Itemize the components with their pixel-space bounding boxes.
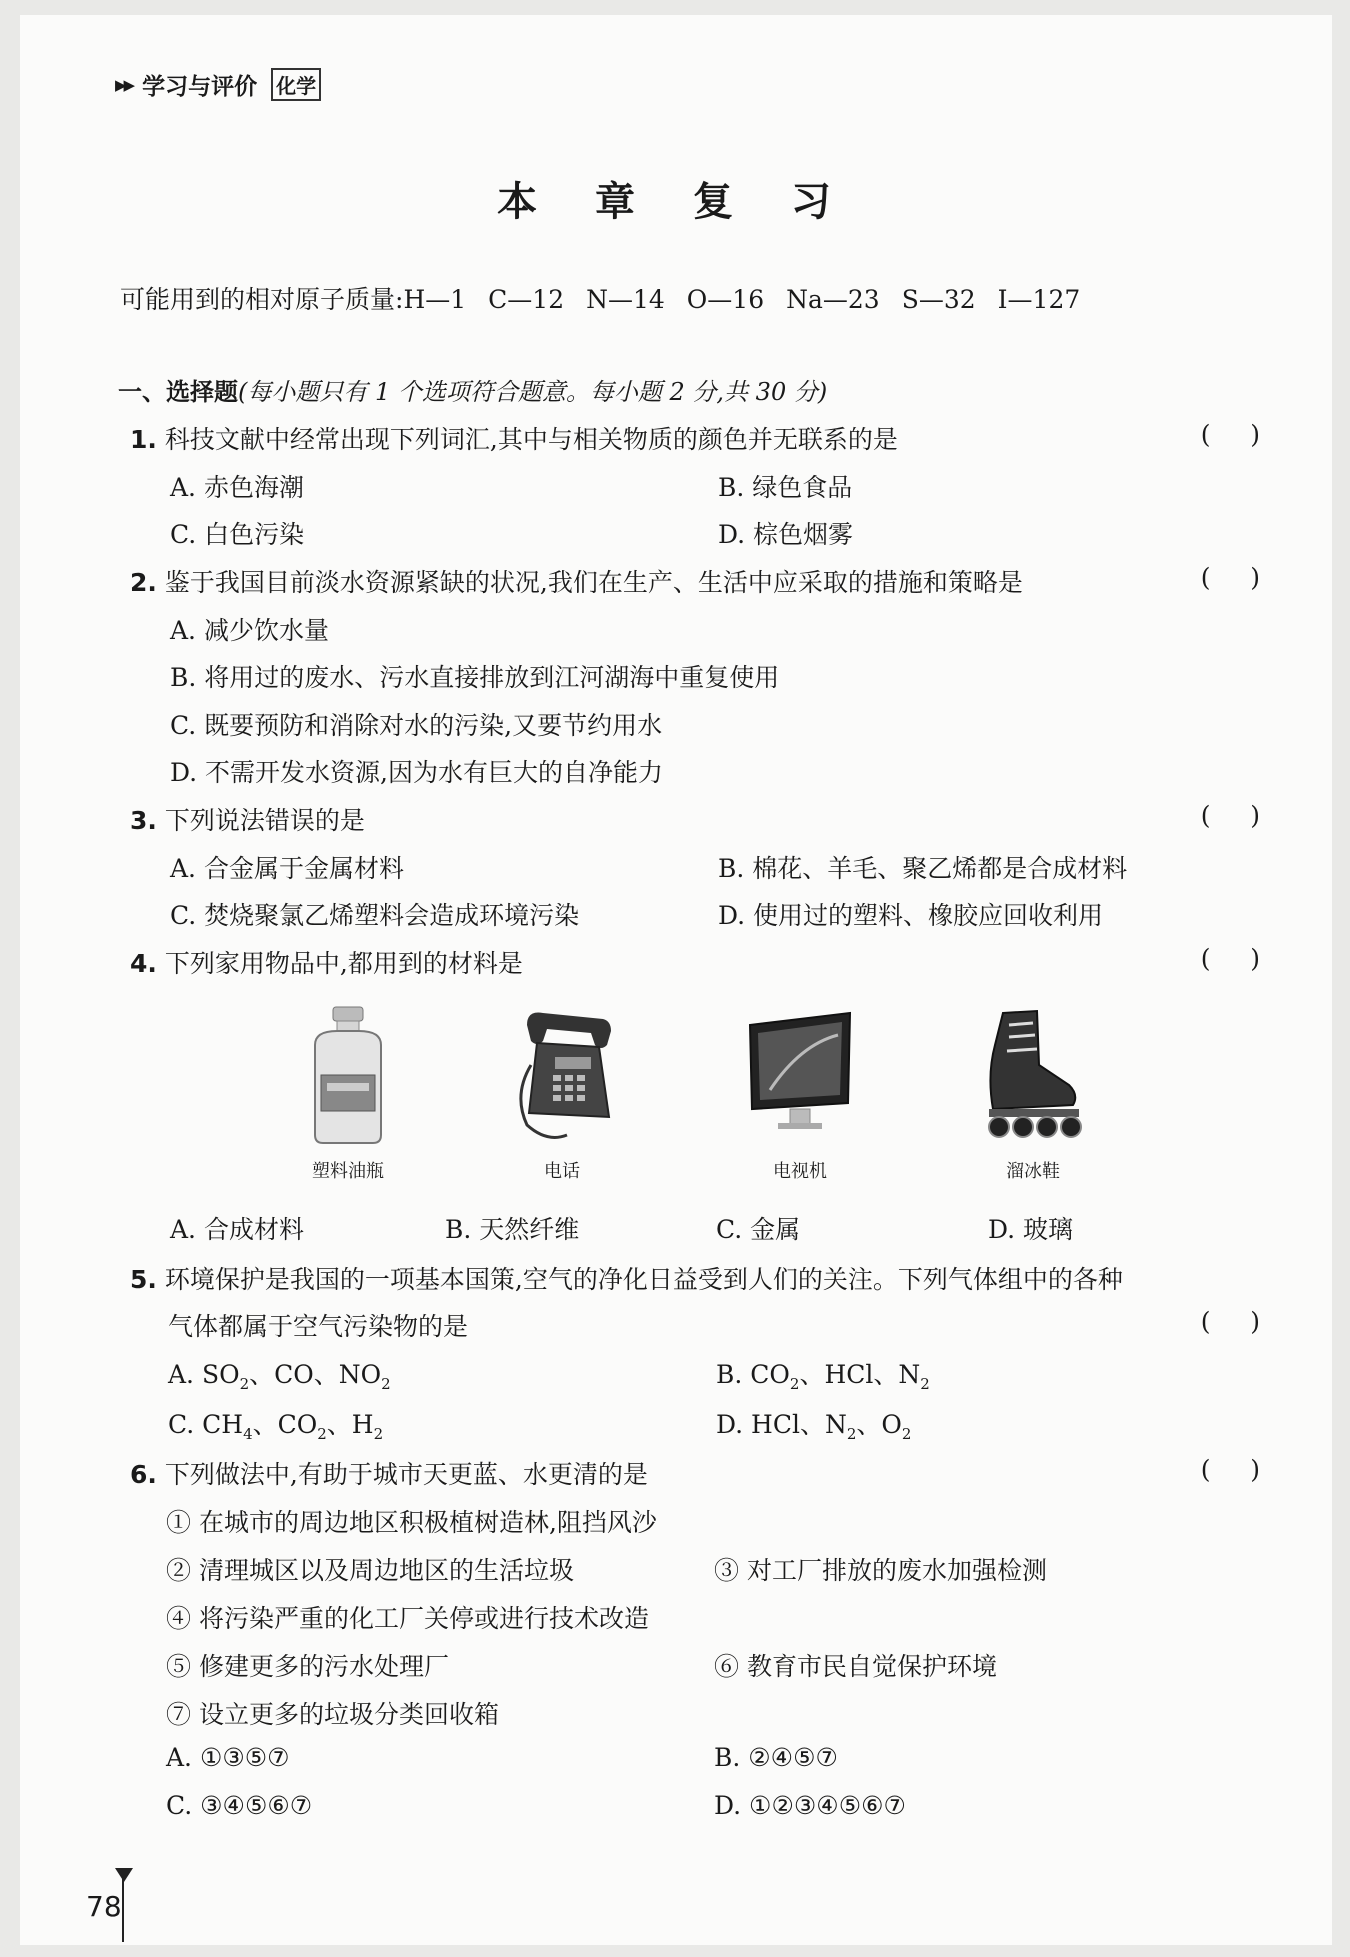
atomic-masses-label: 可能用到的相对原子质量: xyxy=(120,285,404,314)
question-stem: 下列做法中,有助于城市天更蓝、水更清的是 xyxy=(164,1460,648,1489)
option-d[interactable]: D. 玻璃 xyxy=(988,1215,1074,1244)
measure-5: ⑤ 修建更多的污水处理厂 xyxy=(166,1652,449,1681)
question-stem: 下列家用物品中,都用到的材料是 xyxy=(164,949,523,978)
page-number: 78 xyxy=(86,1890,122,1923)
question-5-continued: 气体都属于空气污染物的是 xyxy=(168,1312,469,1341)
answer-blank[interactable] xyxy=(1201,944,1260,973)
oil-bottle-icon xyxy=(303,1005,393,1145)
double-arrow-icon: ▶▶ xyxy=(115,75,133,94)
measure-3: ③ 对工厂排放的废水加强检测 xyxy=(714,1556,1047,1585)
household-items-figure xyxy=(0,1005,1350,1185)
option-a[interactable]: A. $SO_2$、CO、$NO_2$ xyxy=(168,1360,391,1393)
option-b[interactable]: B. 天然纤维 xyxy=(445,1215,580,1244)
mass-n: N—14 xyxy=(586,285,665,314)
answer-blank[interactable] xyxy=(1201,420,1260,449)
measure-4: ④ 将污染严重的化工厂关停或进行技术改造 xyxy=(166,1604,649,1633)
option-b[interactable]: B. $CO_2$、HCl、$N_2$ xyxy=(716,1360,930,1393)
question-number: 3. xyxy=(130,806,157,835)
telephone-icon xyxy=(507,1005,617,1145)
option-d[interactable]: D. ①②③④⑤⑥⑦ xyxy=(714,1791,906,1820)
mass-o: O—16 xyxy=(686,285,765,314)
question-stem: 环境保护是我国的一项基本国策,空气的净化日益受到人们的关注。下列气体组中的各种 xyxy=(164,1265,1123,1294)
running-header xyxy=(115,68,321,101)
roller-skate-figure xyxy=(953,1005,1113,1183)
section-note: (每小题只有 1 个选项符合题意。每小题 2 分,共 30 分) xyxy=(238,378,828,406)
telephone-figure xyxy=(482,1005,642,1183)
question-stem: 下列说法错误的是 xyxy=(164,806,365,835)
option-c[interactable]: C. $CH_4$、$CO_2$、$H_2$ xyxy=(168,1410,384,1443)
question-number: 4. xyxy=(130,949,157,978)
option-c[interactable]: C. 焚烧聚氯乙烯塑料会造成环境污染 xyxy=(170,901,580,930)
mass-h: H—1 xyxy=(403,285,467,314)
television-icon xyxy=(740,1005,860,1145)
measure-6: ⑥ 教育市民自觉保护环境 xyxy=(714,1652,997,1681)
question-1 xyxy=(130,420,898,456)
mass-i: I—127 xyxy=(997,285,1081,314)
television-figure xyxy=(720,1005,880,1183)
book-title: 学习与评价 xyxy=(142,74,258,100)
question-number: 2. xyxy=(130,568,157,597)
option-a[interactable]: A. ①③⑤⑦ xyxy=(166,1743,290,1772)
answer-blank[interactable] xyxy=(1201,563,1260,592)
question-3 xyxy=(130,801,365,837)
measure-1: ① 在城市的周边地区积极植树造林,阻挡风沙 xyxy=(166,1508,657,1537)
option-a[interactable]: A. 合成材料 xyxy=(170,1215,304,1244)
chapter-review-title: 本 章 复 习 xyxy=(497,179,853,225)
option-a[interactable]: A. 赤色海潮 xyxy=(170,473,304,502)
section-heading xyxy=(118,372,827,407)
option-c[interactable]: C. ③④⑤⑥⑦ xyxy=(166,1791,313,1820)
option-b[interactable]: B. 绿色食品 xyxy=(718,473,853,502)
option-b[interactable]: B. 棉花、羊毛、聚乙烯都是合成材料 xyxy=(718,854,1128,883)
page-marker-triangle-icon xyxy=(115,1868,133,1882)
atomic-masses xyxy=(120,280,1102,316)
question-5 xyxy=(130,1260,1123,1296)
answer-blank[interactable] xyxy=(1201,1455,1260,1484)
option-a[interactable]: A. 合金属于金属材料 xyxy=(170,854,404,883)
option-d[interactable]: D. HCl、$N_2$、$O_2$ xyxy=(716,1410,912,1443)
option-d[interactable]: D. 不需开发水资源,因为水有巨大的自净能力 xyxy=(170,758,663,787)
option-d[interactable]: D. 棕色烟雾 xyxy=(718,520,854,549)
mass-s: S—32 xyxy=(901,285,976,314)
section-title: 一、选择题 xyxy=(118,378,238,406)
question-6 xyxy=(130,1455,648,1491)
question-number: 1. xyxy=(130,425,157,454)
subject-badge: 化学 xyxy=(271,68,321,101)
question-stem: 鉴于我国目前淡水资源紧缺的状况,我们在生产、生活中应采取的措施和策略是 xyxy=(164,568,1023,597)
option-d[interactable]: D. 使用过的塑料、橡胶应回收利用 xyxy=(718,901,1104,930)
answer-blank[interactable] xyxy=(1201,1307,1260,1336)
figure-caption: 电话 xyxy=(544,1161,580,1182)
figure-caption: 溜冰鞋 xyxy=(1006,1161,1060,1182)
question-number: 5. xyxy=(130,1265,157,1294)
option-a[interactable]: A. 减少饮水量 xyxy=(170,616,329,645)
option-c[interactable]: C. 既要预防和消除对水的污染,又要节约用水 xyxy=(170,711,663,740)
option-b[interactable]: B. ②④⑤⑦ xyxy=(714,1743,838,1772)
question-2 xyxy=(130,563,1023,599)
option-c[interactable]: C. 白色污染 xyxy=(170,520,305,549)
question-number: 6. xyxy=(130,1460,157,1489)
measure-2: ② 清理城区以及周边地区的生活垃圾 xyxy=(166,1556,574,1585)
question-4 xyxy=(130,944,523,980)
mass-na: Na—23 xyxy=(786,285,880,314)
plastic-oil-bottle-figure xyxy=(268,1005,428,1183)
answer-blank[interactable] xyxy=(1201,801,1260,830)
mass-c: C—12 xyxy=(488,285,565,314)
option-c[interactable]: C. 金属 xyxy=(716,1215,801,1244)
question-stem: 科技文献中经常出现下列词汇,其中与相关物质的颜色并无联系的是 xyxy=(164,425,898,454)
roller-skate-icon xyxy=(973,1005,1093,1145)
measure-7: ⑦ 设立更多的垃圾分类回收箱 xyxy=(166,1700,499,1729)
figure-caption: 电视机 xyxy=(773,1161,827,1182)
figure-caption: 塑料油瓶 xyxy=(312,1161,384,1182)
option-b[interactable]: B. 将用过的废水、污水直接排放到江河湖海中重复使用 xyxy=(170,663,780,692)
